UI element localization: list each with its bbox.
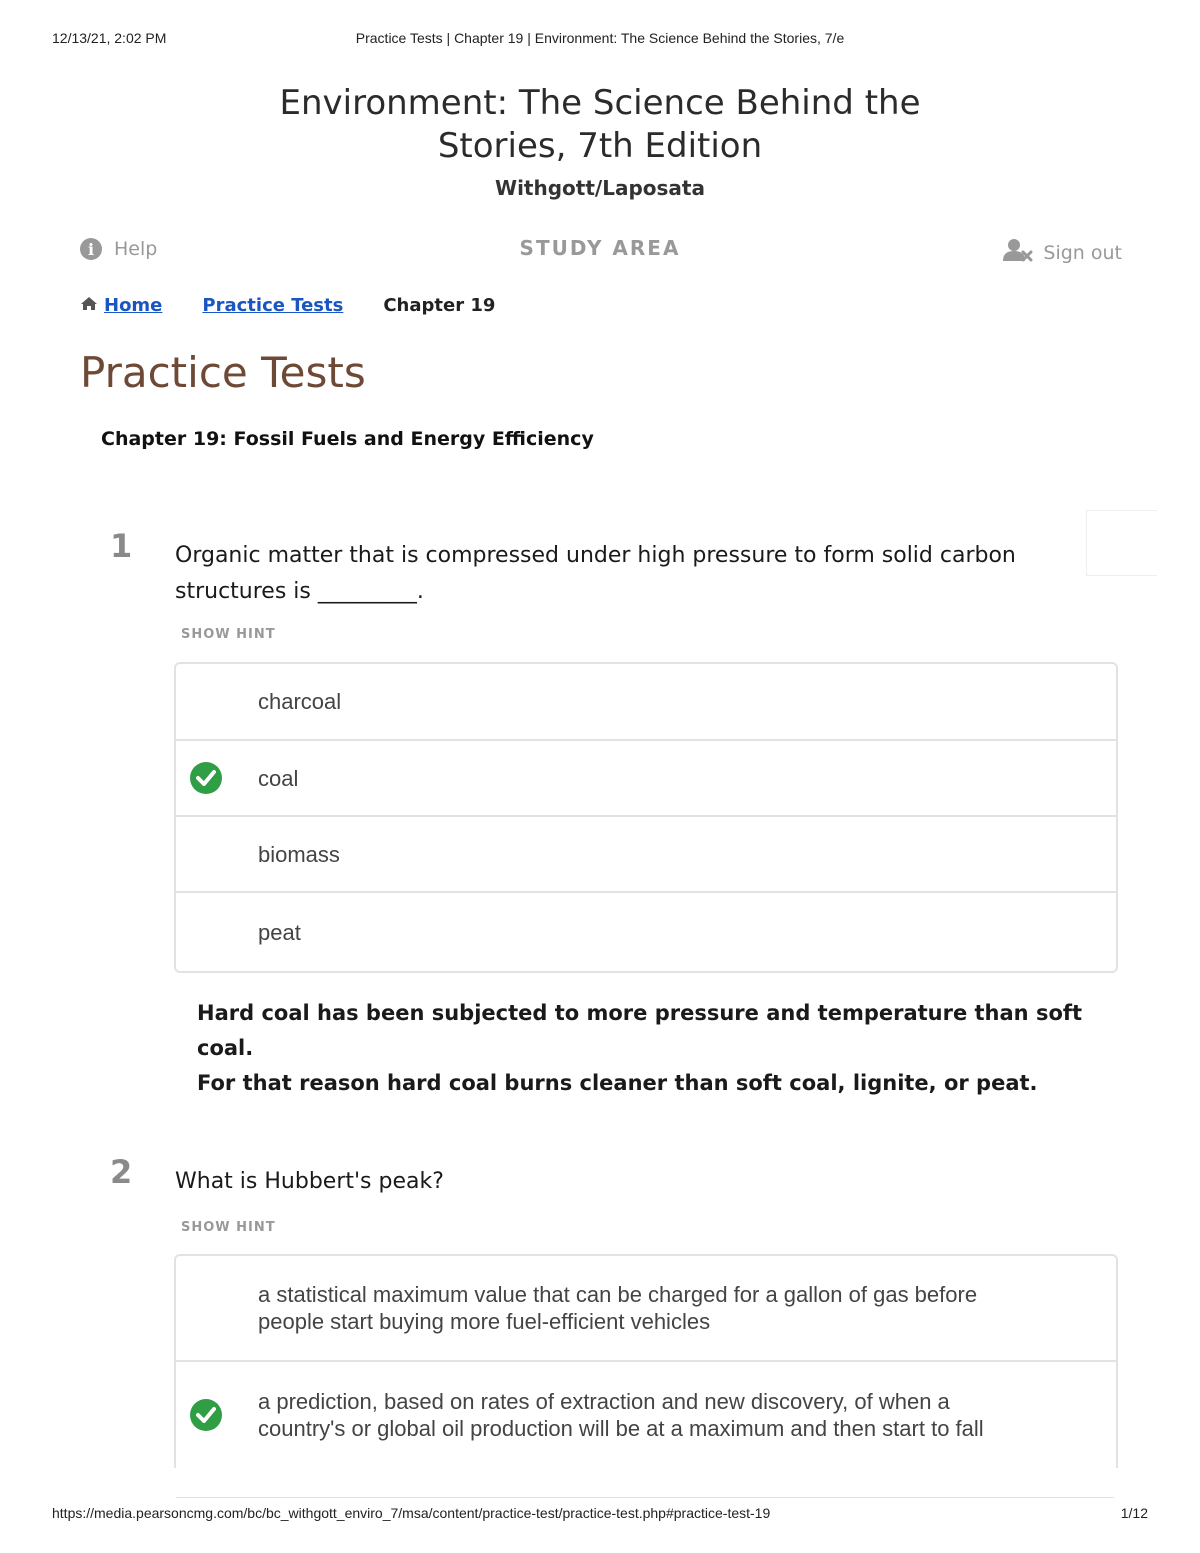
print-footer: [52, 1505, 1148, 1525]
question-text-line: What is Hubbert's peak?: [175, 1169, 444, 1194]
user-times-icon: [1003, 238, 1033, 267]
question-text: [175, 538, 1055, 610]
book-title-line2: Stories, 7th Edition: [437, 126, 763, 166]
info-circle-icon: i: [80, 238, 102, 260]
question-number: 2: [110, 1153, 133, 1191]
correct-check-icon: [190, 1399, 222, 1431]
answer-label-line: a prediction, based on rates of extraction and new discovery, of when a: [258, 1389, 950, 1414]
print-url: https://media.pearsoncmg.com/bc/bc_withgott_enviro_7/msa/content/practice-test/practice-test.php#practice-test-19: [52, 1505, 771, 1521]
book-authors: Withgott/Laposata: [495, 176, 705, 200]
side-panel-box: [1086, 510, 1157, 576]
footer-divider: [176, 1497, 1114, 1498]
answer-label: [258, 1388, 984, 1442]
question-text-line: Organic matter that is compressed under high pressure to form solid carbon: [175, 543, 1016, 568]
book-title: [250, 82, 950, 168]
print-header: [52, 30, 1148, 50]
page-title: Practice Tests: [80, 348, 366, 397]
question-text: [175, 1164, 1055, 1200]
signout-link[interactable]: [1003, 238, 1122, 267]
answer-label: charcoal: [258, 689, 342, 714]
show-hint-button[interactable]: SHOW HINT: [181, 1220, 276, 1235]
correct-check-icon: [190, 762, 222, 794]
book-title-line1: Environment: The Science Behind the: [279, 83, 921, 123]
question-number: 1: [110, 527, 133, 565]
breadcrumb-current: Chapter 19: [383, 295, 496, 316]
answer-option[interactable]: [176, 893, 1116, 971]
answer-label: biomass: [258, 841, 340, 867]
breadcrumb: [80, 295, 495, 316]
feedback-line: For that reason hard coal burns cleaner than soft coal, lignite, or peat.: [197, 1071, 1038, 1095]
show-hint-button[interactable]: SHOW HINT: [181, 627, 276, 642]
print-page-title: Practice Tests | Chapter 19 | Environment: The Science Behind the Stories, 7/e: [355, 30, 845, 46]
print-date: 12/13/21, 2:02 PM: [52, 30, 167, 46]
answer-feedback: [197, 996, 1097, 1101]
answer-option[interactable]: [176, 817, 1116, 893]
breadcrumb-home[interactable]: [80, 295, 162, 316]
feedback-line: Hard coal has been subjected to more pressure and temperature than soft coal.: [197, 1001, 1083, 1060]
answer-label: coal: [258, 765, 299, 791]
answer-label-line: country's or global oil production will be at a maximum and then start to fall: [258, 1416, 984, 1441]
answer-label: [258, 1281, 977, 1335]
answer-option[interactable]: [176, 664, 1116, 741]
answer-option-correct[interactable]: [176, 741, 1116, 817]
answer-label-line: a statistical maximum value that can be charged for a gallon of gas before: [258, 1282, 978, 1307]
answer-list: [174, 662, 1118, 973]
study-area-label: STUDY AREA: [519, 236, 681, 260]
answer-option[interactable]: [176, 1256, 1116, 1362]
answer-label: peat: [258, 919, 301, 945]
answer-option-correct[interactable]: [176, 1362, 1116, 1468]
signout-label: Sign out: [1043, 241, 1122, 264]
chapter-title: Chapter 19: Fossil Fuels and Energy Efficiency: [101, 428, 594, 450]
breadcrumb-practice-tests[interactable]: Practice Tests: [202, 295, 344, 316]
help-label: Help: [114, 238, 158, 260]
home-icon: [80, 295, 98, 316]
print-page-number: 1/12: [1120, 1505, 1148, 1521]
answer-label-line: people start buying more fuel-efficient vehicles: [258, 1309, 711, 1334]
question-text-line: structures is _________.: [175, 579, 424, 604]
breadcrumb-home-label: Home: [104, 295, 163, 316]
answer-list: [174, 1254, 1118, 1468]
